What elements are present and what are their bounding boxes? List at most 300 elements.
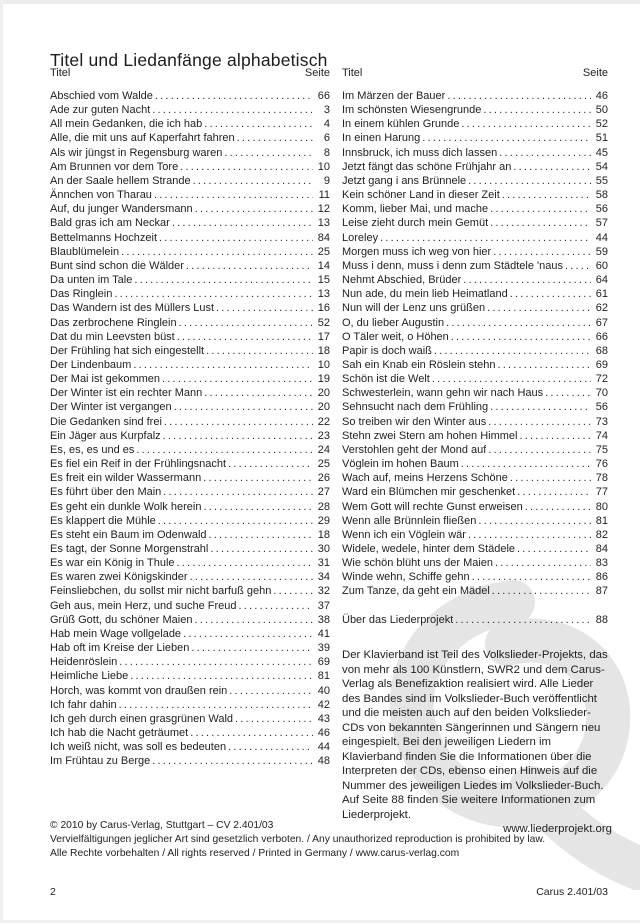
dot-leader: [468, 528, 591, 542]
song-title: All mein Gedanken, die ich hab: [50, 118, 203, 131]
page-number: 37: [317, 599, 330, 612]
dot-leader: [498, 358, 592, 372]
song-title: Es, es, es und es: [50, 443, 135, 456]
toc-row: [342, 273, 608, 287]
song-title: Am Brunnen vor dem Tore: [50, 160, 179, 173]
page-number: 82: [595, 528, 608, 541]
toc-row: [50, 400, 330, 414]
dot-leader: [179, 316, 313, 330]
toc-row: [342, 570, 608, 584]
about-text: Der Klavierband ist Teil des Volkslieder-Projekts, das von mehr als 100 Künstlern, SWR2 und dem Carus-Verlag als Benefizaktion realisiert wird. Alle Lieder des Bandes sind im Volkslieder-Buch veröffentlicht und die meisten auch auf den beiden Volkslieder-CDs von bekannten Sängerinnen und Sängern neu eingespielt. Bei den jeweiligen Liedern im Klavierband finden Sie die Informationen über die Interpreten der CDs, ebenso einen Hinweis auf die Nummer des jeweiligen Liedes im Volkslieder-Buch. Auf Seite 88 finden Sie weitere Informationen zum Liederprojekt.: [342, 649, 608, 821]
song-title: Dat du min Leevsten büst: [50, 330, 175, 343]
page-number: 11: [318, 189, 330, 202]
dot-leader: [422, 131, 591, 145]
page-number: 9: [323, 174, 330, 187]
dot-leader: [478, 514, 591, 528]
scan-edge-left: [0, 0, 3, 923]
dot-leader: [191, 641, 313, 655]
dot-leader: [186, 259, 313, 273]
dot-leader: [565, 259, 591, 273]
page-number: 52: [595, 118, 608, 131]
dot-leader: [177, 556, 313, 570]
page-number: 24: [317, 443, 330, 456]
page-number: 30: [317, 543, 330, 555]
song-title: Leise zieht durch mein Gemüt: [342, 217, 489, 230]
song-title: Als wir jüngst in Regensburg waren: [50, 146, 223, 159]
song-title: Im Frühtau zu Berge: [50, 755, 151, 768]
toc-row: [342, 542, 608, 556]
dot-leader: [490, 202, 591, 216]
dot-leader: [134, 273, 313, 287]
page-number: 13: [317, 217, 330, 230]
toc-row-special: [342, 613, 608, 627]
dot-leader: [130, 669, 313, 683]
dot-leader: [273, 584, 313, 598]
dot-leader: [193, 174, 313, 188]
page-number: 54: [595, 160, 608, 173]
dot-leader: [216, 301, 313, 315]
toc-row: [50, 528, 330, 542]
song-title: Kein schöner Land in dieser Zeit: [342, 189, 500, 202]
page-number: 51: [595, 132, 608, 145]
dot-leader: [451, 330, 591, 344]
toc-row: [50, 316, 330, 330]
page-number: 31: [317, 557, 330, 570]
toc-row: [342, 400, 608, 414]
dot-leader: [180, 160, 313, 174]
toc-row: [342, 584, 608, 598]
song-title: Bunt sind schon die Wälder: [50, 259, 184, 272]
dot-leader: [154, 188, 313, 202]
dot-leader: [545, 386, 591, 400]
toc-column-right: [342, 89, 608, 599]
toc-row: [50, 726, 330, 740]
dot-leader: [455, 613, 591, 627]
copyright-line-1: © 2010 by Carus-Verlag, Stuttgart – CV 2.401/03: [50, 820, 274, 831]
page-number: 39: [317, 642, 330, 655]
song-title: Hab mein Wage vollgelade: [50, 627, 182, 640]
toc-row: [342, 259, 608, 273]
toc-row: [50, 259, 330, 273]
toc-row: [50, 500, 330, 514]
song-title: In einen Harung: [342, 132, 421, 145]
dot-leader: [158, 514, 313, 528]
song-title: Wie schön blüht uns der Maien: [342, 557, 494, 570]
dot-leader: [183, 627, 313, 641]
dot-leader: [163, 429, 313, 443]
toc-row: [50, 188, 330, 202]
dot-leader: [190, 726, 313, 740]
toc-row: [342, 471, 608, 485]
toc-row: [342, 301, 608, 315]
toc-row: [50, 443, 330, 457]
song-title: Grüß Gott, du schöner Maien: [50, 613, 193, 626]
page-number: 66: [317, 90, 330, 102]
page-number: 55: [595, 174, 608, 187]
toc-row: [50, 146, 330, 160]
page-number: 10: [317, 160, 330, 173]
dot-leader: [434, 344, 591, 358]
toc-row: [50, 429, 330, 443]
song-title: Jetzt fängt das schöne Frühjahr an: [342, 160, 512, 173]
toc-row: [50, 415, 330, 429]
page-number: 44: [317, 741, 330, 754]
dot-leader: [203, 500, 313, 514]
dot-leader: [224, 146, 313, 160]
dot-leader: [510, 287, 591, 301]
song-title: Wenn alle Brünnlein fließen: [342, 514, 477, 527]
scan-edge-top: [0, 0, 640, 4]
toc-row: [342, 386, 608, 400]
dot-leader: [463, 273, 591, 287]
page-number: 72: [595, 373, 608, 386]
dot-leader: [237, 131, 313, 145]
dot-leader: [517, 485, 591, 499]
toc-row: [342, 216, 608, 230]
dot-leader: [162, 372, 313, 386]
page-title: Titel und Liedanfänge alphabetisch: [50, 49, 328, 70]
toc-row: [50, 301, 330, 315]
page-number: 87: [595, 585, 608, 598]
page-number: 38: [317, 613, 330, 626]
about-liederprojekt-block: [342, 648, 612, 837]
toc-row: [50, 684, 330, 698]
song-title: O, du lieber Augustin: [342, 316, 445, 329]
song-title: Es geht ein dunkle Wolk herein: [50, 500, 202, 513]
song-title: Es klappert die Mühle: [50, 514, 156, 527]
dot-leader: [159, 231, 313, 245]
toc-row: [50, 627, 330, 641]
toc-row: [50, 89, 330, 103]
toc-row: [50, 542, 330, 556]
song-title: Das Wandern ist des Müllers Lust: [50, 302, 215, 315]
song-title: Ich hab die Nacht geträumet: [50, 727, 189, 740]
toc-row: [50, 358, 330, 372]
page-number: 42: [317, 698, 330, 711]
toc-row: [50, 556, 330, 570]
toc-row: [342, 358, 608, 372]
dot-leader: [502, 188, 591, 202]
dot-leader: [238, 599, 313, 613]
dot-leader: [152, 754, 313, 768]
toc-row: [50, 570, 330, 584]
column-header-left: [50, 67, 330, 79]
toc-row: [50, 202, 330, 216]
dot-leader: [174, 400, 313, 414]
song-title: Bald gras ich am Neckar: [50, 217, 170, 230]
toc-row: [342, 316, 608, 330]
song-title: Heidenröslein: [50, 656, 118, 669]
song-title: An der Saale hellem Strande: [50, 174, 191, 187]
toc-row: [50, 698, 330, 712]
dot-leader: [119, 698, 313, 712]
copyright-block: [50, 819, 610, 861]
toc-row: [50, 584, 330, 598]
dot-leader: [510, 471, 591, 485]
page-number: 69: [317, 656, 330, 669]
dot-leader: [177, 330, 313, 344]
page-number: 84: [317, 231, 330, 244]
page-number: 50: [595, 104, 608, 117]
page-number: 15: [317, 274, 330, 287]
dot-leader: [121, 245, 313, 259]
toc-row: [50, 740, 330, 754]
page-number: 45: [595, 146, 608, 159]
page-number: 66: [595, 330, 608, 343]
page-number: 48: [317, 755, 330, 768]
page-number: 41: [317, 627, 330, 640]
page-number: 32: [317, 585, 330, 598]
song-title: Da unten im Tale: [50, 274, 133, 287]
page-number: 43: [317, 712, 330, 725]
column-header-page-label: Seite: [582, 67, 608, 79]
dot-leader: [172, 216, 313, 230]
page-number: 46: [595, 90, 608, 102]
page-number: 25: [317, 245, 330, 258]
song-title: Es führt über den Main: [50, 486, 162, 499]
dot-leader: [517, 542, 591, 556]
toc-row: [50, 216, 330, 230]
page-number-footer: 2: [50, 886, 56, 898]
dot-leader: [163, 485, 313, 499]
toc-row: [50, 231, 330, 245]
song-title: Wach auf, meins Herzens Schöne: [342, 472, 508, 485]
dot-leader: [204, 117, 313, 131]
song-title: Die Gedanken sind frei: [50, 415, 162, 428]
song-title: Nun ade, du mein lieb Heimatland: [342, 288, 508, 301]
toc-row: [342, 287, 608, 301]
dot-leader: [152, 103, 313, 117]
song-title: Loreley: [342, 231, 379, 244]
catalog-number: Carus 2.401/03: [536, 886, 608, 898]
toc-row: [50, 712, 330, 726]
page-number: 19: [317, 373, 330, 386]
song-title: Stehn zwei Stern am hohen Himmel: [342, 429, 518, 442]
page-number: 75: [595, 443, 608, 456]
page-number: 77: [595, 486, 608, 499]
column-header-right: [342, 67, 608, 79]
page-number: 80: [595, 500, 608, 513]
song-title: Blaublümelein: [50, 245, 120, 258]
song-title: Der Winter ist ein rechter Mann: [50, 387, 203, 400]
song-title: Im Märzen der Bauer: [342, 90, 446, 102]
dot-leader: [206, 344, 313, 358]
page-number: 12: [317, 203, 330, 216]
page-number: 18: [317, 344, 330, 357]
page-number: 81: [595, 514, 608, 527]
page-number: 84: [595, 543, 608, 555]
page-number: 14: [317, 259, 330, 272]
song-title: Innsbruck, ich muss dich lassen: [342, 146, 498, 159]
toc-row: [50, 103, 330, 117]
page-number: 3: [323, 104, 330, 117]
column-header-page-label: Seite: [304, 67, 330, 79]
dot-leader: [519, 429, 591, 443]
toc-row: [342, 514, 608, 528]
song-title: Es war ein König in Thule: [50, 557, 175, 570]
dot-leader: [525, 500, 591, 514]
page-number: 56: [595, 401, 608, 414]
toc-row: [342, 415, 608, 429]
song-title: Der Winter ist vergangen: [50, 401, 172, 414]
song-title: Es fiel ein Reif in der Frühlingsnacht: [50, 458, 227, 471]
song-title: Sah ein Knab ein Röslein stehn: [342, 358, 496, 371]
dot-leader: [432, 372, 591, 386]
dot-leader: [119, 655, 313, 669]
song-title: Schwesterlein, wann gehn wir nach Haus: [342, 387, 544, 400]
toc-row: [50, 754, 330, 768]
toc-row: [50, 599, 330, 613]
page-number: 70: [595, 387, 608, 400]
song-title: Bettelmanns Hochzeit: [50, 231, 157, 244]
dot-leader: [228, 457, 313, 471]
song-title: Das zerbrochene Ringlein: [50, 316, 177, 329]
song-title: Das Ringlein: [50, 288, 113, 301]
toc-row: [342, 89, 608, 103]
song-title: Ännchen von Tharau: [50, 189, 152, 202]
page-number: 18: [317, 528, 330, 541]
song-title: Wenn ich ein Vöglein wär: [342, 528, 466, 541]
toc-column-left: [50, 89, 330, 769]
dot-leader: [447, 89, 591, 103]
song-title: Verstohlen geht der Mond auf: [342, 443, 487, 456]
page-number: 29: [317, 514, 330, 527]
page-number: 40: [317, 684, 330, 697]
page-number: 74: [595, 429, 608, 442]
page-number: 78: [595, 472, 608, 485]
toc-row: [50, 344, 330, 358]
dot-leader: [488, 415, 591, 429]
dot-leader: [133, 358, 313, 372]
toc-row: [50, 655, 330, 669]
song-title: Muss i denn, muss i denn zum Städtele 'naus: [342, 259, 563, 272]
toc-row: [342, 131, 608, 145]
dot-leader: [210, 542, 313, 556]
page-number: 52: [317, 316, 330, 329]
song-title: Der Frühling hat sich eingestellt: [50, 344, 205, 357]
song-title: Auf, du junger Wandersmann: [50, 203, 193, 216]
toc-row: [342, 500, 608, 514]
page-number: 25: [317, 458, 330, 471]
toc-row: [342, 117, 608, 131]
dot-leader: [204, 386, 313, 400]
page-number: 81: [317, 670, 330, 683]
song-title: Über das Liederprojekt: [342, 614, 454, 626]
dot-leader: [495, 556, 591, 570]
toc-row: [342, 372, 608, 386]
toc-row: [50, 131, 330, 145]
toc-row: [342, 344, 608, 358]
toc-row: [50, 160, 330, 174]
column-header-title-label: Titel: [50, 67, 71, 79]
song-title: Papir is doch waiß: [342, 344, 432, 357]
toc-row: [50, 669, 330, 683]
song-title: Schön ist die Welt: [342, 373, 430, 386]
toc-row: [50, 485, 330, 499]
dot-leader: [380, 231, 591, 245]
toc-row: [342, 202, 608, 216]
page-number: 61: [595, 288, 608, 301]
page-number: 4: [323, 118, 330, 131]
song-title: Nun will der Lenz uns grüßen: [342, 302, 486, 315]
dot-leader: [235, 712, 313, 726]
song-title: O Täler weit, o Höhen: [342, 330, 449, 343]
toc-row: [342, 457, 608, 471]
toc-row: [50, 514, 330, 528]
toc-row: [50, 273, 330, 287]
page-number: 83: [595, 557, 608, 570]
toc-row: [50, 457, 330, 471]
toc-row: [50, 386, 330, 400]
page-number: 56: [595, 203, 608, 216]
song-title: Der Lindenbaum: [50, 358, 132, 371]
dot-leader: [229, 684, 313, 698]
page-number: 8: [323, 146, 330, 159]
song-title: Ward ein Blümchen mir geschenket: [342, 486, 516, 499]
song-title: Es tagt, der Sonne Morgenstrahl: [50, 543, 209, 555]
dot-leader: [461, 117, 591, 131]
song-title: Winde wehn, Schiffe gehn: [342, 571, 470, 584]
page-number: 16: [317, 302, 330, 315]
page-number: 64: [595, 274, 608, 287]
song-title: Sehnsucht nach dem Frühling: [342, 401, 489, 414]
song-title: Der Mai ist gekommen: [50, 373, 161, 386]
song-title: So treiben wir den Winter aus: [342, 415, 487, 428]
page-number: 59: [595, 245, 608, 258]
page-number: 10: [317, 358, 330, 371]
page-number: 68: [595, 344, 608, 357]
song-title: Morgen muss ich weg von hier: [342, 245, 492, 258]
dot-leader: [468, 174, 591, 188]
page-number: 22: [317, 415, 330, 428]
dot-leader: [492, 584, 591, 598]
page-number: 26: [317, 472, 330, 485]
toc-row: [342, 231, 608, 245]
page-number: 23: [317, 429, 330, 442]
column-header-title-label: Titel: [342, 67, 363, 79]
toc-row: [342, 528, 608, 542]
toc-row: [50, 117, 330, 131]
song-title: In einem kühlen Grunde: [342, 118, 460, 131]
toc-row: [342, 103, 608, 117]
page-number: 69: [595, 358, 608, 371]
page-number: 20: [317, 387, 330, 400]
toc-row: [342, 160, 608, 174]
dot-leader: [164, 415, 313, 429]
toc-row: [50, 287, 330, 301]
song-title: Heimliche Liebe: [50, 670, 129, 683]
page-number: 76: [595, 458, 608, 471]
song-title: Ich fahr dahin: [50, 698, 117, 711]
toc-row: [50, 471, 330, 485]
page-number: 28: [317, 500, 330, 513]
page-number: 20: [317, 401, 330, 414]
dot-leader: [155, 89, 313, 103]
toc-row: [50, 330, 330, 344]
song-title: Abschied vom Walde: [50, 90, 153, 102]
song-title: Feinsliebchen, du sollst mir nicht barfuß gehn: [50, 585, 272, 598]
page-number: 86: [595, 571, 608, 584]
toc-row: [50, 641, 330, 655]
song-title: Widele, wedele, hinter dem Städele: [342, 543, 516, 555]
dot-leader: [472, 570, 591, 584]
dot-leader: [487, 301, 591, 315]
song-title: Ein Jäger aus Kurpfalz: [50, 429, 161, 442]
dot-leader: [203, 471, 313, 485]
liederprojekt-website-link: www.liederprojekt.org: [503, 823, 612, 835]
song-title: Wem Gott will rechte Gunst erweisen: [342, 500, 523, 513]
dot-leader: [446, 316, 591, 330]
